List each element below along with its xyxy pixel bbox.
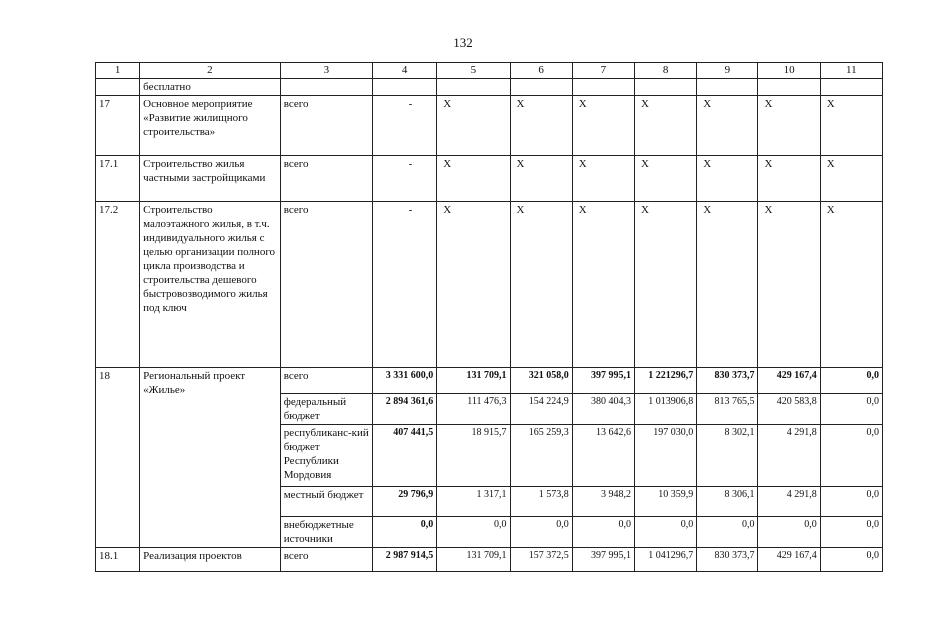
page-number: 132	[453, 35, 473, 50]
value-cell: 131 709,1	[437, 548, 510, 572]
table-row	[96, 202, 883, 368]
header-cell: 5	[437, 63, 510, 79]
value-cell: 0,0	[572, 517, 634, 548]
table-row	[96, 96, 883, 156]
value-cell: 0,0	[758, 517, 820, 548]
mark-cell: X	[635, 202, 697, 368]
value-cell: 111 476,3	[437, 394, 510, 425]
value-cell: 13 642,6	[572, 425, 634, 487]
mark-cell: X	[758, 202, 820, 368]
header-cell: 8	[635, 63, 697, 79]
header-cell: 11	[820, 63, 882, 79]
value-cell: 0,0	[373, 517, 437, 548]
value-cell: 0,0	[820, 368, 882, 394]
value-cell: 0,0	[510, 517, 572, 548]
mark-cell: X	[758, 156, 820, 202]
source-cell: всего	[280, 96, 372, 156]
value-cell: 154 224,9	[510, 394, 572, 425]
value-cell: 1 013906,8	[635, 394, 697, 425]
mark-cell: X	[510, 156, 572, 202]
value-cell: 18 915,7	[437, 425, 510, 487]
continuation-row	[96, 79, 883, 96]
value-cell: 2 894 361,6	[373, 394, 437, 425]
source-cell: всего	[280, 156, 372, 202]
mark-cell: X	[820, 96, 882, 156]
mark-cell: X	[758, 96, 820, 156]
id-cell: 17.2	[96, 202, 140, 368]
value-cell: -	[373, 96, 437, 156]
header-cell: 2	[140, 63, 281, 79]
id-cell	[96, 79, 140, 96]
value-cell: 380 404,3	[572, 394, 634, 425]
source-cell: местный бюджет	[280, 487, 372, 517]
mark-cell: X	[820, 156, 882, 202]
id-cell: 17.1	[96, 156, 140, 202]
value-cell: 4 291,8	[758, 487, 820, 517]
name-cell: бесплатно	[140, 79, 281, 96]
value-cell: 1 221296,7	[635, 368, 697, 394]
value-cell: 1 041296,7	[635, 548, 697, 572]
value-cell: 813 765,5	[697, 394, 758, 425]
mark-cell: X	[697, 156, 758, 202]
value-cell: 3 948,2	[572, 487, 634, 517]
header-cell: 6	[510, 63, 572, 79]
mark-cell: X	[635, 156, 697, 202]
name-cell: Региональный проект «Жилье»	[140, 368, 281, 548]
mark-cell: X	[437, 202, 510, 368]
mark-cell: X	[820, 202, 882, 368]
value-cell: 397 995,1	[572, 368, 634, 394]
value-cell: 0,0	[635, 517, 697, 548]
mark-cell: X	[437, 96, 510, 156]
value-cell: 420 583,8	[758, 394, 820, 425]
id-cell: 18	[96, 368, 140, 548]
value-cell: 29 796,9	[373, 487, 437, 517]
mark-cell: X	[437, 156, 510, 202]
value-cell: 2 987 914,5	[373, 548, 437, 572]
value-cell: 830 373,7	[697, 368, 758, 394]
mark-cell: X	[572, 96, 634, 156]
mark-cell: X	[572, 156, 634, 202]
name-cell: Строительство малоэтажного жилья, в т.ч. индивидуального жилья с целью организации полного цикла производства и строительства дешевого быстровозводимого жилья под ключ	[140, 202, 281, 368]
budget-table	[95, 62, 883, 572]
header-cell: 4	[373, 63, 437, 79]
source-cell: всего	[280, 368, 372, 394]
source-cell: всего	[280, 202, 372, 368]
name-cell: Строительство жилья частными застройщиками	[140, 156, 281, 202]
table-row	[96, 368, 883, 394]
table-row	[96, 548, 883, 572]
mark-cell: X	[510, 202, 572, 368]
value-cell: 321 058,0	[510, 368, 572, 394]
value-cell: 197 030,0	[635, 425, 697, 487]
value-cell: 407 441,5	[373, 425, 437, 487]
source-cell: республиканс-кий бюджет Республики Мордовия	[280, 425, 372, 487]
value-cell: 10 359,9	[635, 487, 697, 517]
value-cell: 8 306,1	[697, 487, 758, 517]
source-cell: внебюджетные источники	[280, 517, 372, 548]
header-cell: 7	[572, 63, 634, 79]
value-cell: 3 331 600,0	[373, 368, 437, 394]
value-cell: 0,0	[820, 548, 882, 572]
name-cell: Реализация проектов	[140, 548, 281, 572]
value-cell: 397 995,1	[572, 548, 634, 572]
value-cell: 0,0	[820, 487, 882, 517]
id-cell: 18.1	[96, 548, 140, 572]
name-cell: Основное мероприятие «Развитие жилищного строительства»	[140, 96, 281, 156]
header-cell: 3	[280, 63, 372, 79]
id-cell: 17	[96, 96, 140, 156]
mark-cell: X	[697, 96, 758, 156]
mark-cell: X	[697, 202, 758, 368]
value-cell: 0,0	[697, 517, 758, 548]
value-cell: 157 372,5	[510, 548, 572, 572]
mark-cell: X	[510, 96, 572, 156]
value-cell: 0,0	[820, 517, 882, 548]
source-cell: всего	[280, 548, 372, 572]
value-cell: 1 573,8	[510, 487, 572, 517]
value-cell: 4 291,8	[758, 425, 820, 487]
value-cell: 0,0	[820, 425, 882, 487]
value-cell: 0,0	[437, 517, 510, 548]
header-cell: 9	[697, 63, 758, 79]
value-cell: 429 167,4	[758, 368, 820, 394]
header-cell: 10	[758, 63, 820, 79]
value-cell: 1 317,1	[437, 487, 510, 517]
header-row	[96, 63, 883, 79]
value-cell: 429 167,4	[758, 548, 820, 572]
value-cell: 131 709,1	[437, 368, 510, 394]
value-cell: 165 259,3	[510, 425, 572, 487]
mark-cell: X	[635, 96, 697, 156]
source-cell: федеральный бюджет	[280, 394, 372, 425]
value-cell: 830 373,7	[697, 548, 758, 572]
table-row	[96, 156, 883, 202]
mark-cell: X	[572, 202, 634, 368]
value-cell: -	[373, 202, 437, 368]
value-cell: 0,0	[820, 394, 882, 425]
value-cell: 8 302,1	[697, 425, 758, 487]
header-cell: 1	[96, 63, 140, 79]
value-cell: -	[373, 156, 437, 202]
